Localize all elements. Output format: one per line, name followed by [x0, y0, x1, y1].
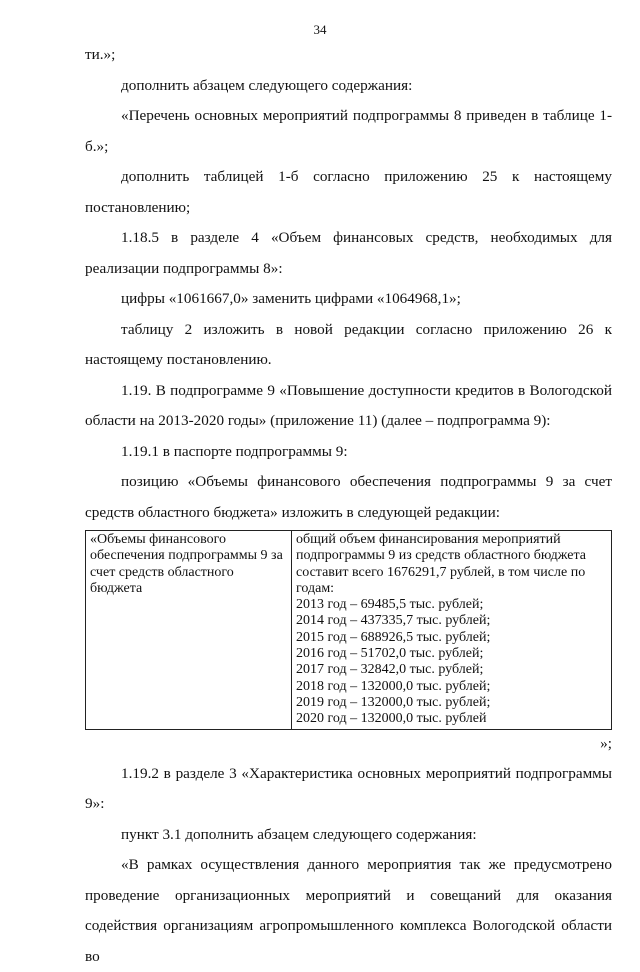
table-cell-value	[292, 531, 612, 730]
document-body	[85, 40, 612, 972]
paragraph: ти.»;	[85, 46, 116, 63]
financing-table	[85, 530, 612, 730]
year-line: 2013 год – 69485,5 тыс. рублей;	[296, 597, 484, 613]
financing-total-text: общий объем финансирования мероприятий подпрограммы 9 из средств областного бюджета составит всего 1676291,7 рублей, в том числе по годам:	[296, 532, 587, 596]
page-number: 34	[313, 22, 327, 37]
year-line: 2017 год – 32842,0 тыс. рублей;	[296, 662, 484, 678]
year-line: 2014 год – 437335,7 тыс. рублей;	[296, 613, 491, 629]
paragraph: «В рамках осуществления данного мероприятия так же предусмотрено проведение организационных мероприятий и совещаний для оказания содействия организациям агропромышленного комплекса Вологодской области во	[85, 856, 612, 965]
paragraph: таблицу 2 изложить в новой редакции согласно приложению 26 к настоящему постановлению.	[85, 320, 612, 368]
paragraph: «Перечень основных мероприятий подпрограммы 8 приведен в таблице 1-б.»;	[85, 107, 612, 155]
year-line: 2015 год – 688926,5 тыс. рублей;	[296, 629, 491, 645]
year-line: 2019 год – 132000,0 тыс. рублей;	[296, 694, 491, 710]
year-line: 2020 год – 132000,0 тыс. рублей	[296, 711, 487, 727]
table-closing-quote: »;	[600, 734, 612, 752]
paragraph: 1.18.5 в разделе 4 «Объем финансовых средств, необходимых для реализации подпрограммы 8»:	[85, 229, 612, 277]
paragraph: позицию «Объемы финансового обеспечения подпрограммы 9 за счет средств областного бюджета» изложить в следующей редакции:	[85, 473, 612, 521]
year-line: 2016 год – 51702,0 тыс. рублей;	[296, 646, 484, 662]
paragraph: дополнить таблицей 1-б согласно приложению 25 к настоящему постановлению;	[85, 168, 612, 216]
paragraph: 1.19. В подпрограмме 9 «Повышение доступности кредитов в Вологодской области на 2013-2020 годы» (приложение 11) (далее – подпрограмма 9):	[85, 381, 612, 429]
paragraph: дополнить абзацем следующего содержания:	[121, 76, 413, 94]
table-cell-label: «Объемы финансового обеспечения подпрограммы 9 за счет средств областного бюджета	[86, 531, 292, 730]
paragraph: пункт 3.1 дополнить абзацем следующего содержания:	[121, 825, 477, 843]
paragraph: цифры «1061667,0» заменить цифрами «1064968,1»;	[121, 290, 461, 307]
paragraph: 1.19.1 в паспорте подпрограммы 9:	[121, 442, 348, 460]
paragraph: 1.19.2 в разделе 3 «Характеристика основных мероприятий подпрограммы 9»:	[85, 764, 612, 813]
year-line: 2018 год – 132000,0 тыс. рублей;	[296, 678, 491, 694]
table-row	[86, 531, 612, 730]
